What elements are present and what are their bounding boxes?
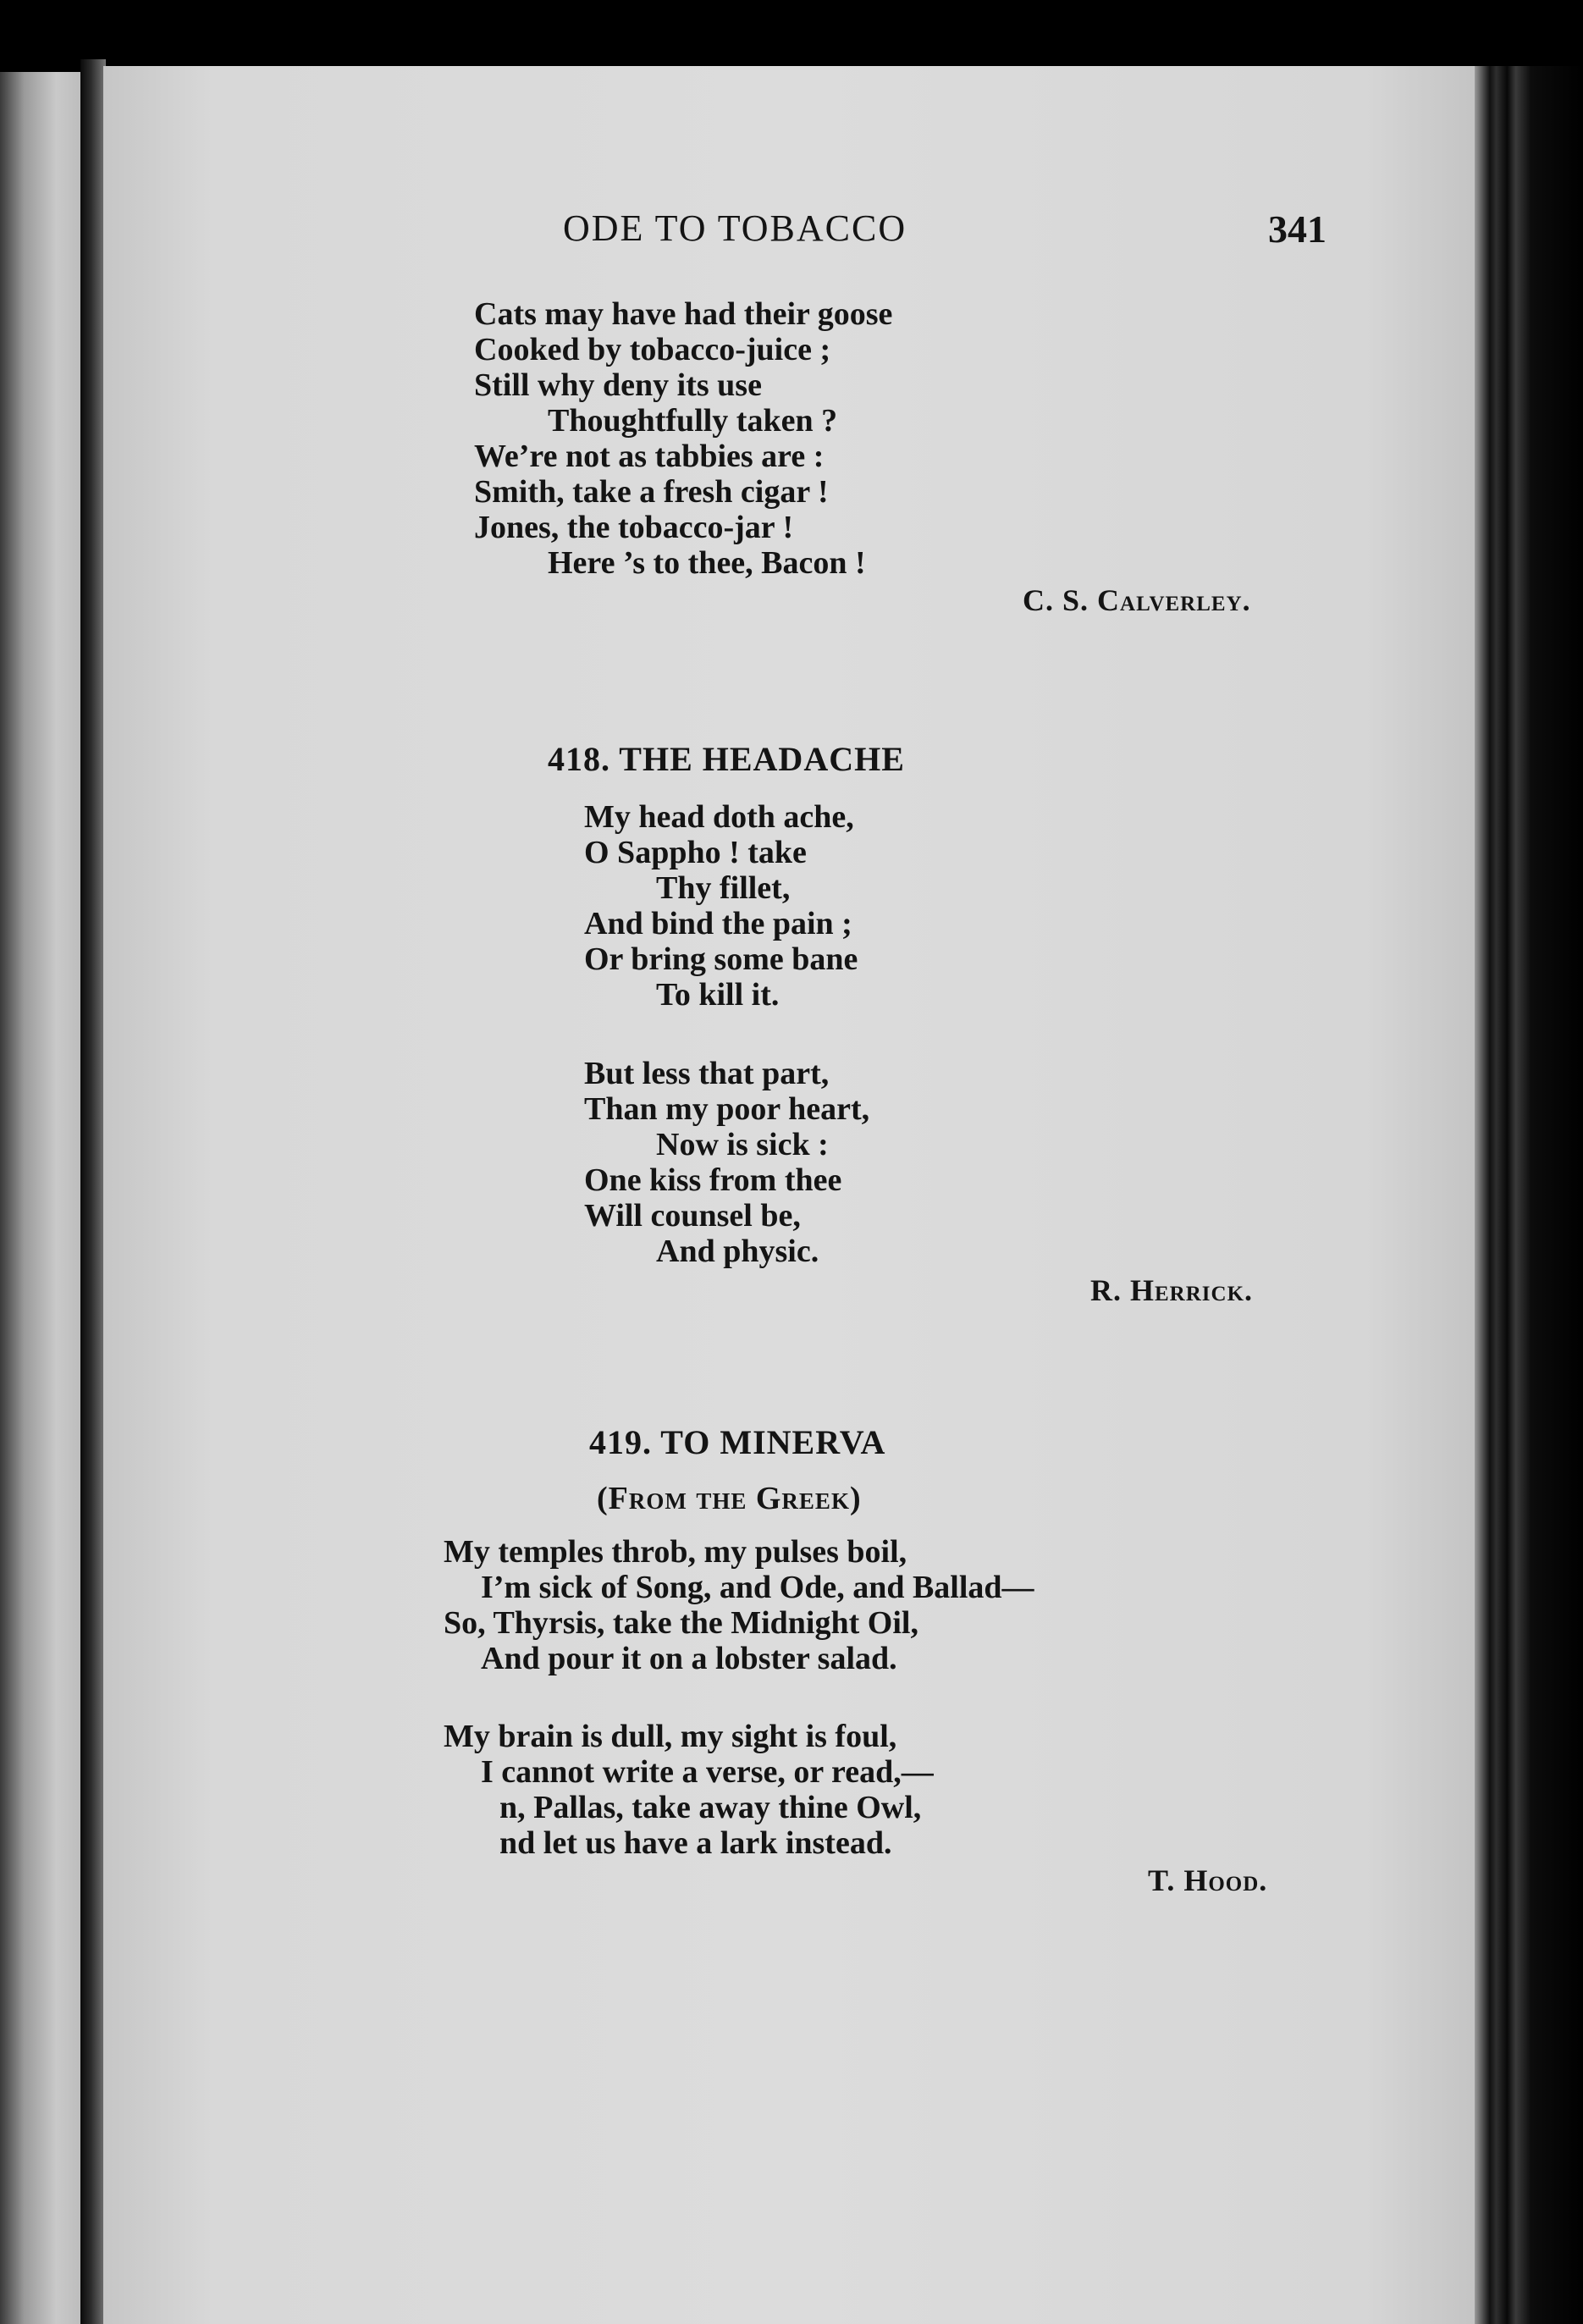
poem-line: O Sappho ! take [584, 835, 807, 870]
poem-author: T. Hood. [1148, 1863, 1268, 1897]
poem-line: Than my poor heart, [584, 1091, 870, 1127]
poem-line: I’m sick of Song, and Ode, and Ballad— [481, 1570, 1034, 1605]
poem-line: We’re not as tabbies are : [474, 439, 825, 474]
poem-line: One kiss from thee [584, 1162, 842, 1198]
poem-line: And pour it on a lobster salad. [481, 1641, 897, 1676]
poem-line: My head doth ache, [584, 799, 854, 835]
poem-line: nd let us have a lark instead. [499, 1825, 892, 1861]
poem-line: Cats may have had their goose [474, 296, 893, 332]
poem-line: n, Pallas, take away thine Owl, [499, 1790, 922, 1825]
facing-page-edge [0, 72, 80, 2324]
poem-line: Now is sick : [656, 1127, 829, 1162]
poem-author: R. Herrick. [1090, 1273, 1254, 1307]
poem-line: My brain is dull, my sight is foul, [444, 1719, 897, 1754]
poem-title: 419. TO MINERVA [589, 1423, 886, 1461]
poem-line: Here ’s to thee, Bacon ! [548, 545, 866, 581]
poem-line: But less that part, [584, 1056, 830, 1091]
poem-line: Smith, take a fresh cigar ! [474, 474, 829, 510]
poem-author: C. S. Calverley. [1023, 583, 1251, 617]
poem-title: 418. THE HEADACHE [548, 740, 905, 778]
poem-line: Thy fillet, [656, 870, 791, 906]
poem-line: Still why deny its use [474, 367, 762, 403]
poem-line: Cooked by tobacco-juice ; [474, 332, 831, 367]
poem-line: I cannot write a verse, or read,— [481, 1754, 934, 1790]
scan-top-border [0, 0, 1583, 66]
running-title: ODE TO TOBACCO [563, 207, 907, 249]
poem-line: Or bring some bane [584, 941, 858, 977]
binding-gutter [80, 59, 106, 2324]
poem-line: So, Thyrsis, take the Midnight Oil, [444, 1605, 918, 1641]
page-stack-edge [1475, 66, 1583, 2324]
page-number: 341 [1268, 207, 1327, 251]
poem-line: To kill it. [656, 977, 780, 1013]
poem-line: My temples throb, my pulses boil, [444, 1534, 907, 1570]
poem-line: And physic. [656, 1234, 819, 1269]
poem-subtitle: (From the Greek) [597, 1481, 862, 1516]
poem-line: Will counsel be, [584, 1198, 801, 1234]
poem-line: Jones, the tobacco-jar ! [474, 510, 794, 545]
poem-line: Thoughtfully taken ? [548, 403, 838, 439]
poem-line: And bind the pain ; [584, 906, 852, 941]
